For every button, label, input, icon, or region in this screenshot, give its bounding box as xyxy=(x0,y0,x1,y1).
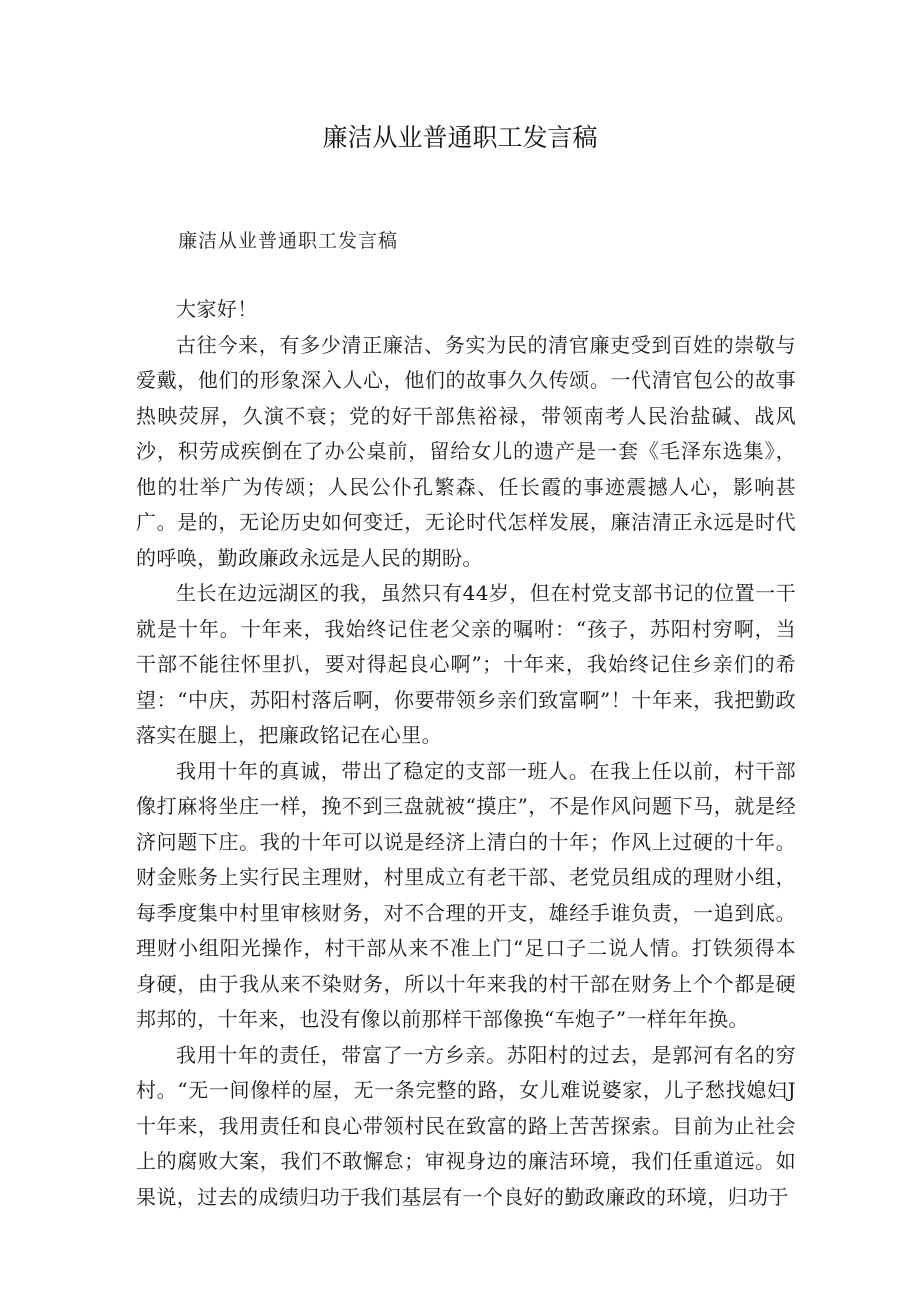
document-body xyxy=(136,292,796,1215)
body-paragraph-3: 我用十年的真诚，带出了稳定的支部一班人。在我上任以前，村干部像打麻将坐庄一样，挽不到三盘就被“摸庄”，不是作风问题下马，就是经济问题下庄。我的十年可以说是经济上清白的十年；作风上过硬的十年。财金账务上实行民主理财，村里成立有老干部、老党员组成的理财小组，每季度集中村里审核财务，对不合理的开支，雄经手谁负责，一追到底。理财小组阳光操作，村干部从来不准上门“足口子二说人情。打铁须得本身硬，由于我从来不染财务，所以十年来我的村干部在财务上个个都是硬邦邦的，十年来，也没有像以前那样干部像换“车炮子”一样年年换。 xyxy=(136,758,796,1031)
body-paragraph-1: 古往今来，有多少清正廉洁、务实为民的清官廉吏受到百姓的崇敬与爱戴，他们的形象深入人心，他们的故事久久传颂。一代清官包公的故事热映荧屏，久演不衰；党的好干部焦裕禄，带领南考人民治盐碱、战风沙，积劳成疾倒在了办公桌前，留给女儿的遗产是一套《毛泽东选集》，他的壮举广为传颂；人民公仆孔繁森、任长霞的事迹震撼人心，影响甚广。是的，无论历史如何变迁，无论时代怎样发展，廉洁清正永远是时代的呼唤，勤政廉政永远是人民的期盼。 xyxy=(136,332,796,570)
document-title: 廉洁从业普通职工发言稿 xyxy=(322,123,598,152)
body-paragraph-4: 我用十年的责任，带富了一方乡亲。苏阳村的过去，是郭河有名的穷村。“无一间像样的屋，无一条完整的路，女儿难说婆家，儿子愁找媳妇J十年来，我用责任和良心带领村民在致富的路上苦苦探索。目前为止社会上的腐败大案，我们不敢懈怠；审视身边的廉洁环境，我们任重道远。如果说，过去的成绩归功于我们基层有一个良好的勤政廉政的环境，归功于 xyxy=(136,1042,796,1209)
greeting-paragraph: 大家好！ xyxy=(176,297,258,321)
body-paragraph-2: 生长在边远湖区的我，虽然只有44岁，但在村党支部书记的位置一干就是十年。十年来，我始终记住老父亲的嘱咐：“孩子，苏阳村穷啊，当干部不能往怀里扒，要对得起良心啊”；十年来，我始终记住乡亲们的希望：“中庆，苏阳村落后啊，你要带领乡亲们致富啊”！十年来，我把勤政落实在腿上，把廉政铭记在心里。 xyxy=(136,581,796,747)
document-subtitle: 廉洁从业普通职工发言稿 xyxy=(178,230,399,252)
